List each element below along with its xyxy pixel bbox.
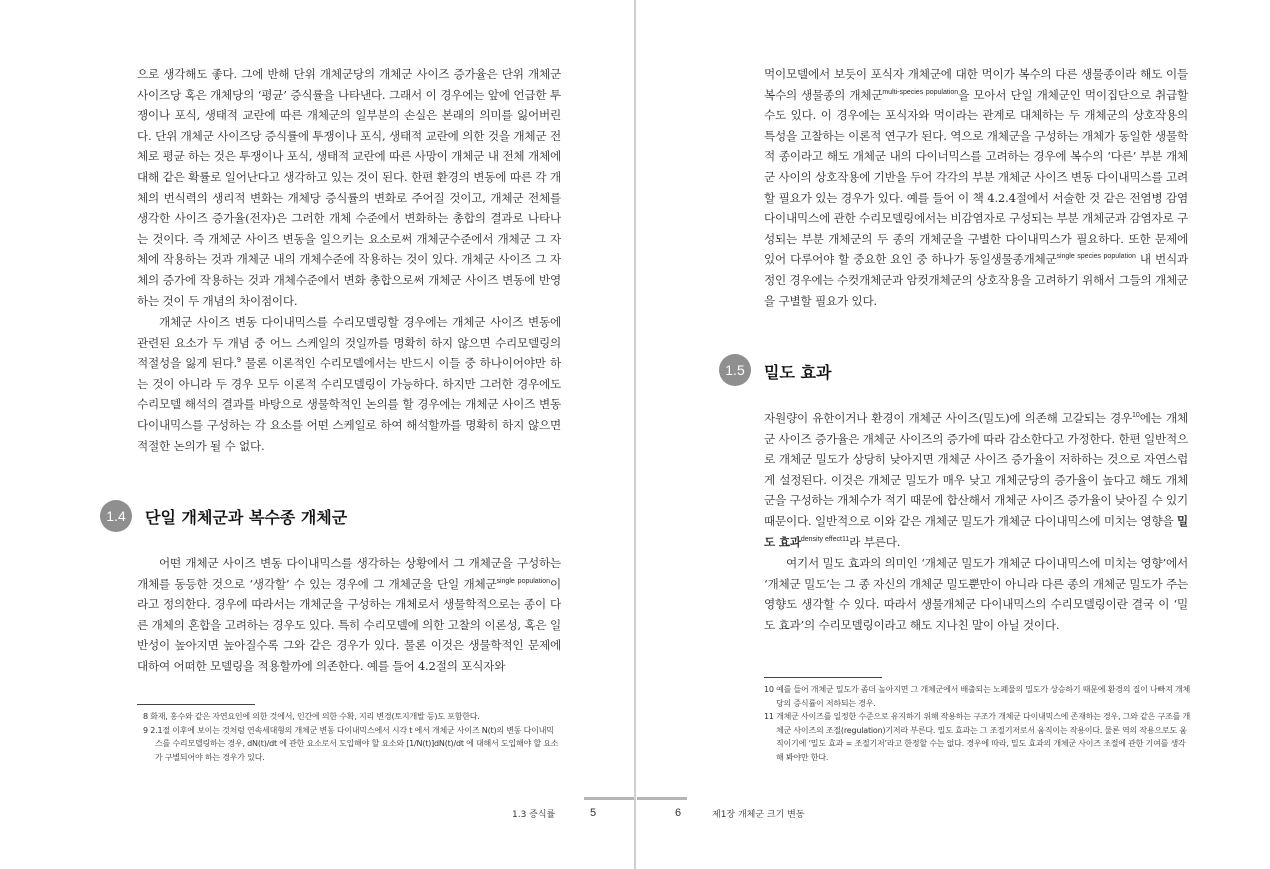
page-number: 6 <box>674 807 682 819</box>
paragraph-text: 개체군 사이즈 변동 다이내믹스를 수리모델링할 경우에는 개체군 사이즈 변동에 관련된 요소가 두 개념 중 어느 스케일의 것일까를 명확히 하지 않으면 수리모델링의 적절성을 잃게 된다. <box>137 315 561 371</box>
body-paragraph <box>764 64 1188 311</box>
folio-bar <box>637 797 687 800</box>
section-title: 단일 개체군과 복수종 개체군 <box>145 508 348 527</box>
folio-bar <box>584 797 634 800</box>
footnote-10: 10 예를 들어 개체군 밀도가 좀더 높아지면 그 개체군에서 배출되는 노폐물의 밀도가 상승하기 때문에 환경의 질이 나빠져 개체당의 증식률이 저하되는 경우. <box>764 685 1191 708</box>
footnotes <box>143 710 561 764</box>
running-footer: 제1장 개체군 크기 변동 <box>712 810 805 820</box>
footnote-11: 11 개체군 사이즈를 일정한 수준으로 유지하기 위해 작용하는 구조가 개체군 다이내믹스에 존재하는 경우, 그와 같은 구조를 개체군 사이즈의 조절(regulation)기저라 부른다. 밀도 효과는 그 조절기저로서 움직이는 작용이다. 물론 역의 작용으로도 움직이기에 ‘밀도 효과 = 조절기저’라고 한정할 수는 없다. 경우에 따라, 밀도 효과의 개체군 사이즈 조절에 관한 기여를 생각해 봐야만 한다. <box>764 712 1191 762</box>
key-term: 밀도 효과 <box>764 513 1188 549</box>
body-paragraph <box>764 553 1188 635</box>
running-footer: 1.3 증식률 <box>512 810 556 820</box>
section-title: 밀도 효과 <box>764 363 832 382</box>
paragraph-text: 에는 개체군 사이즈 증가율은 개체군 사이즈의 증가에 따라 감소한다고 가정한다. 한편 일반적으로 개체군 밀도가 상당히 낮아지면 개체군 사이즈 증가율이 저하하는 것으로 자연스럽게 설정된다. 이것은 개체군 밀도가 매우 낮고 개체군당의 증가율이 높다고 해도 개체군을 구성하는 개체수가 적기 때문에 합산해서 개체군 사이즈 증가율이 낮아질 수 있기 때문이다. 일반적으로 이와 같은 개체군 밀도가 개체군 다이내믹스에 미치는 영향을 <box>764 411 1188 528</box>
footnote-8: 8 화재, 홍수와 같은 자연요인에 의한 것에서, 인간에 의한 수확, 지리 변경(토지개발 등)도 포함한다. <box>143 712 480 721</box>
paragraph-text: 이라고 정의한다. 경우에 따라서는 개체군을 구성하는 개체로서 생물학적으로는 종이 다른 개체의 혼합을 고려하는 경우도 있다. 특히 수리모델에 의한 고찰의 이론성, 혹은 일반성이 높아지면 높아질수록 그와 같은 경우가 있다. 물론 이것은 생물학적인 문제에 대하여 어떠한 모델링을 적용할까에 의존한다. 예를 들어 4.2절의 포식자와 <box>137 576 561 673</box>
paragraph-text: 자원량이 유한이거나 환경이 개체군 사이즈(밀도)에 의존해 고갈되는 경우 <box>764 411 1132 425</box>
paragraph-text: 으로 생각해도 좋다. 그에 반해 단위 개체군당의 개체군 사이즈 증가율은 단위 개체군 사이즈당 혹은 개체당의 ‘평균’ 증식률을 나타낸다. 그래서 이 경우에는 앞에 언급한 투쟁이나 포식, 생태적 교란에 따른 개체군의 일부분의 손실은 본래의 의미를 잃어버린다. 단위 개체군 사이즈당 증식률에 투쟁이나 포식, 생태적 교란에 의한 것을 개체군 전체로 평균 하는 것은 투쟁이나 포식, 생태적 교란에 따른 사망이 개체군 내 전체 개체에 대해 같은 확률로 일어난다고 생각하고 있는 것이 된다. 한편 환경의 변동에 따른 각 개체의 번식력의 생리적 변화는 개체당 증식률의 변화로 주어질 것이고, 개체군 전체를 생각한 사이즈 증가율(전자)은 그러한 개체 수준에서 변화하는 총합의 결과로 나타나는 것이다. 즉 개체군 사이즈 변동을 일으키는 요소로써 개체군수준에서 개체군 그 자체에 작용하는 것과 개체군 내의 개체수준에 작용하는 것이 있다. 개체군 사이즈 그 자체의 증가에 작용하는 것과 개체수준에서 변화 총합으로써 개체군 사이즈 변동에 반영하는 것이 두 개념의 차이점이다. <box>137 67 561 308</box>
footnote-ref: 9 <box>237 357 241 365</box>
body-paragraph <box>137 553 561 677</box>
body-paragraph <box>137 312 561 456</box>
paragraph-text: 라 부른다. <box>849 534 901 549</box>
term-superscript: single species population <box>1056 253 1136 261</box>
right-page <box>637 0 1270 869</box>
paragraph-text: 내 번식과정인 경우에는 수컷개체군과 암컷개체군의 상호작용을 고려하기 위해서 그들의 개체군을 구별할 필요가 있다. <box>764 252 1188 308</box>
footnote-rule <box>137 704 255 705</box>
paragraph-text: 물론 이론적인 수리모델에서는 반드시 이들 중 하나이어야만 하는 것이 아니라 두 경우 모두 이론적 수리모델링이 가능하다. 하지만 그러한 경우에도 수리모델 해석의 결과를 바탕으로 생물학적인 논의를 할 경우에는 개체군 사이즈 변동 다이내믹스를 구성하는 각 요소를 어떤 스케일로 하여 해석할까를 명확히 하지 않으면 적절한 논의가 될 수 없다. <box>137 356 562 453</box>
section-number-badge: 1.4 <box>100 500 132 532</box>
paragraph-text: 을 모아서 단일 개체군인 먹이집단으로 취급할 수도 있다. 이 경우에는 포식자와 먹이라는 관계로 대체하는 두 개체군의 상호작용의 특성을 고찰하는 이론적 연구가 된다. 역으로 개체군을 구성하는 개체가 동일한 생물학적 종이라고 해도 개체군 내의 다이너믹스를 고려하는 경우에 복수의 ‘다른’ 부분 개체군 사이의 상호작용에 기반을 두어 각각의 부분 개체군 사이즈 변동 다이내믹스를 고려할 필요가 있는 경우가 있다. 예를 들어 이 책 4.2.4절에서 서술한 것 같은 전염병 감염 다이내믹스에 관한 수리모델링에서는 비감염자로 구성되는 부분 개체군과 감염자로 구성되는 부분 개체군의 두 종의 개체군을 구별한 다이내믹스가 필요하다. 또한 문제에 있어 다루어야 할 중요한 요인 중 하나가 동일생물종개체군 <box>764 87 1188 267</box>
paragraph-text: 먹이모델에서 보듯이 포식자 개체군에 대한 먹이가 복수의 다른 생물종이라 해도 이들 복수의 생물종의 개체군 <box>764 67 1188 102</box>
body-paragraph <box>764 408 1188 552</box>
paragraph-text: 어떤 개체군 사이즈 변동 다이내믹스를 생각하는 상황에서 그 개체군을 구성하는 개체를 동등한 것으로 ‘생각할’ 수 있는 경우에 그 개체군을 단일 개체군 <box>137 556 561 591</box>
footnote-ref: 10 <box>1132 412 1140 419</box>
section-number-badge: 1.5 <box>719 354 751 386</box>
term-superscript: multi-species population <box>882 88 959 96</box>
term-superscript: density effect11 <box>800 535 850 543</box>
footnotes <box>764 683 1190 764</box>
footnote-rule <box>764 677 882 678</box>
page-number: 5 <box>589 807 597 819</box>
paragraph-text: 여기서 밀도 효과의 의미인 ‘개체군 밀도가 개체군 다이내믹스에 미치는 영향’에서 ‘개체군 밀도’는 그 종 자신의 개체군 밀도뿐만이 아니라 다른 종의 개체군 밀도가 주는 영향도 생각할 수 있다. 따라서 생물개체군 다이내믹스의 수리모델링이란 결국 이 ‘밀도 효과’의 수리모델링이라고 해도 지나친 말이 아닐 것이다. <box>764 556 1188 632</box>
footnote-9: 9 2.1절 이후에 보이는 것처럼 연속세대형의 개체군 변동 다이내믹스에서 시각 t 에서 개체군 사이즈 N(t)의 변동 다이내믹스를 수리모델링하는 경우, dN(t)/dt 에 관한 요소로서 도입해야 할 요소와 [1/N(t)]dN(t)/dt 에 대해서 도입해야 할 요소가 구별되어야 하는 경우가 있다. <box>143 725 559 762</box>
body-paragraph <box>137 64 561 311</box>
term-superscript: single population <box>496 577 550 585</box>
